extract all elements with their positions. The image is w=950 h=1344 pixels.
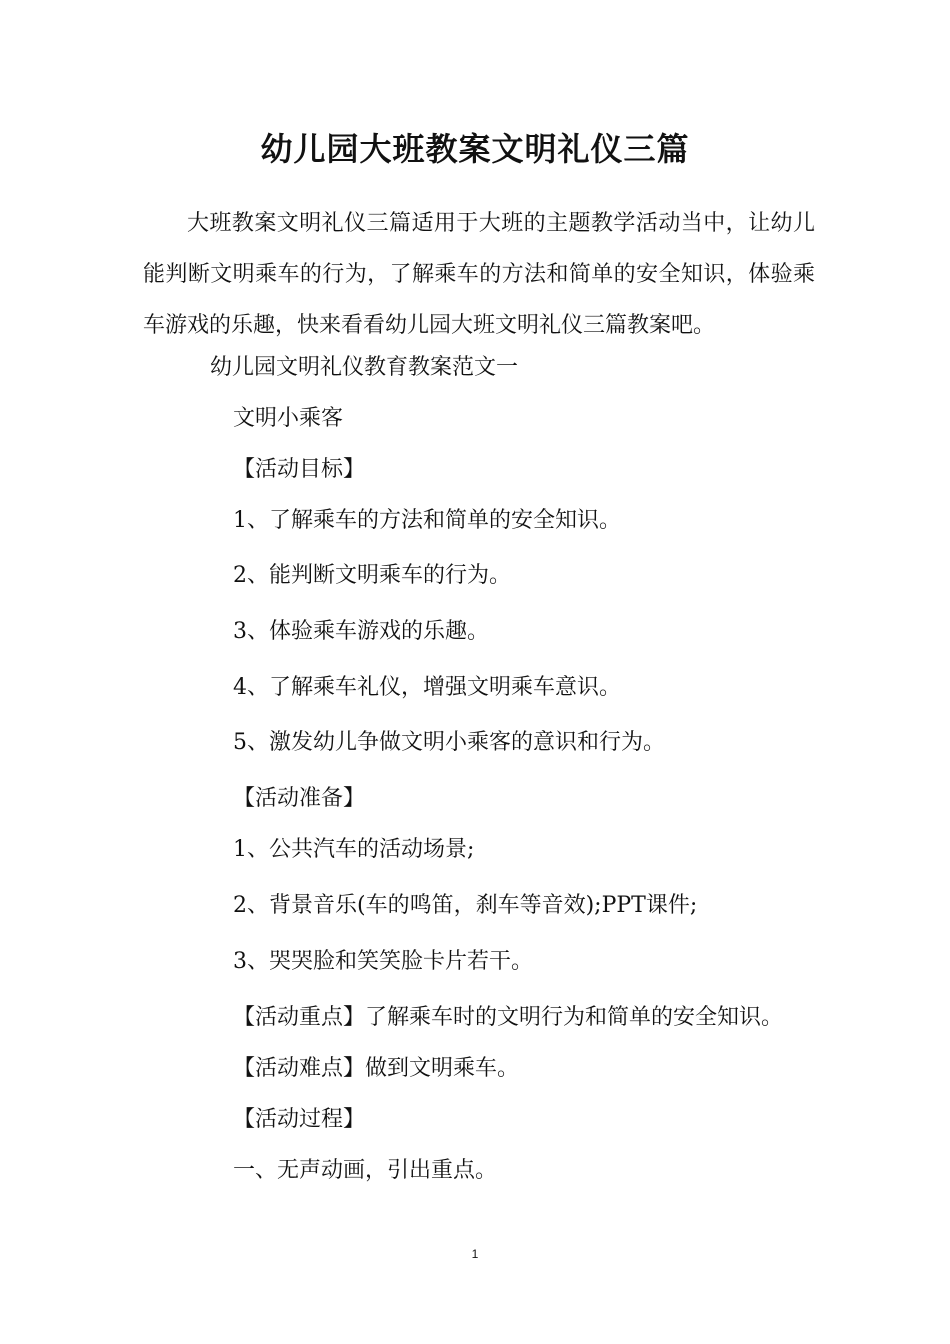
- preparation-item: 3、哭哭脸和笑笑脸卡片若干。: [233, 949, 533, 974]
- goal-item: 4、了解乘车礼仪，增强文明乘车意识。: [233, 675, 621, 700]
- document-title: 幼儿园大班教案文明礼仪三篇: [260, 130, 690, 168]
- page-number: 1: [471, 1247, 479, 1261]
- process-step: 一、无声动画，引出重点。: [233, 1158, 498, 1183]
- goal-item: 3、体验乘车游戏的乐趣。: [233, 619, 489, 644]
- activity-process-heading: 【活动过程】: [233, 1107, 366, 1132]
- intro-paragraph: 大班教案文明礼仪三篇适用于大班的主题教学活动当中，让幼儿能判断文明乘车的行为，了解乘车的方法和简单的安全知识，体验乘车游戏的乐趣，快来看看幼儿园大班文明礼仪三篇教案吧。: [143, 211, 815, 338]
- section-heading: 幼儿园文明礼仪教育教案范文一: [210, 355, 519, 380]
- goal-item: 2、能判断文明乘车的行为。: [233, 563, 511, 588]
- goal-item: 5、激发幼儿争做文明小乘客的意识和行为。: [233, 730, 665, 755]
- preparation-item: 2、背景音乐(车的鸣笛，刹车等音效);PPT课件;: [233, 893, 698, 918]
- activity-preparation-heading: 【活动准备】: [233, 786, 366, 811]
- goal-item: 1、了解乘车的方法和简单的安全知识。: [233, 508, 621, 533]
- activity-difficulty: 【活动难点】做到文明乘车。: [233, 1056, 520, 1081]
- activity-goals-heading: 【活动目标】: [233, 457, 366, 482]
- activity-focus: 【活动重点】了解乘车时的文明行为和简单的安全知识。: [233, 1005, 784, 1030]
- preparation-item: 1、公共汽车的活动场景;: [233, 837, 475, 862]
- lesson-title: 文明小乘客: [233, 406, 344, 431]
